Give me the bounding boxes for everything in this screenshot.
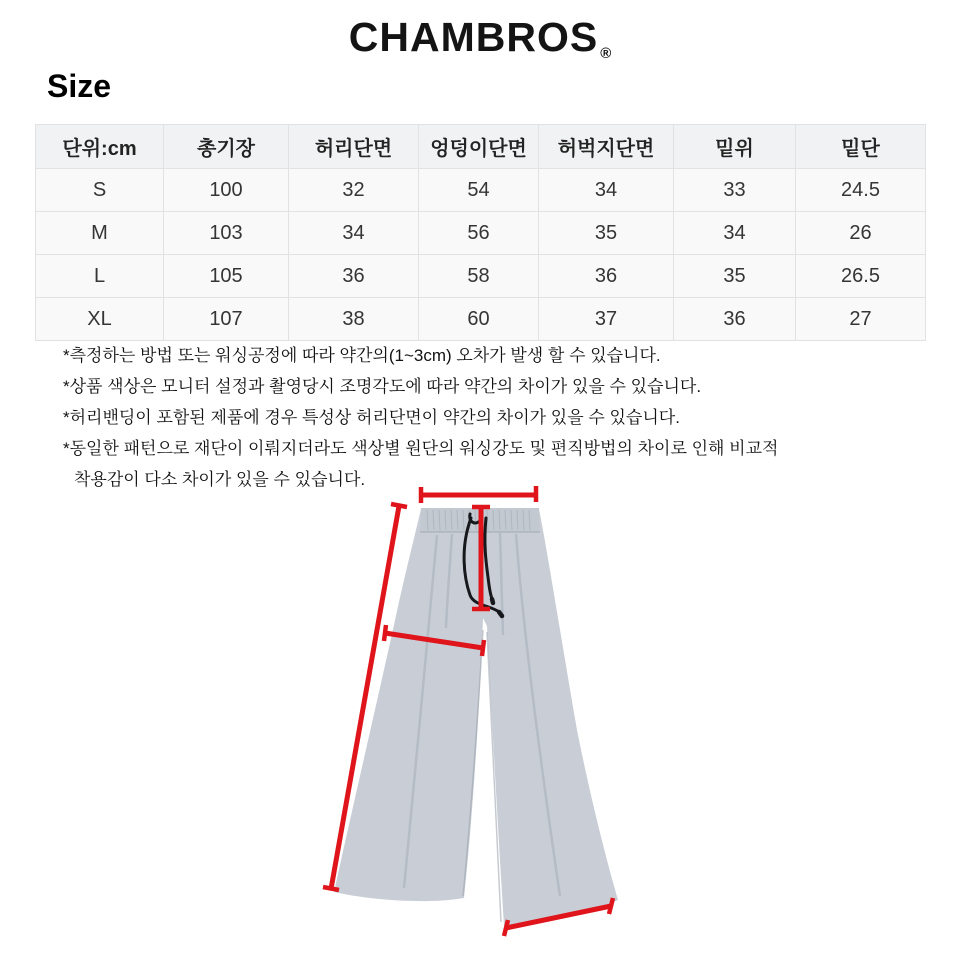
table-row — [36, 298, 926, 341]
measurement-cell: 24.5 — [796, 169, 926, 212]
measurement-cell: 36 — [289, 255, 419, 298]
measurement-cell: 107 — [164, 298, 289, 341]
measurement-cell: 56 — [419, 212, 539, 255]
measurement-cell: 36 — [674, 298, 796, 341]
footnote-line: *측정하는 방법 또는 워싱공정에 따라 약간의(1~3cm) 오차가 발생 할 수 있습니다. — [63, 346, 661, 365]
measurement-cell: 38 — [289, 298, 419, 341]
footnote-line: *동일한 패턴으로 재단이 이뤄지더라도 색상별 원단의 워싱강도 및 편직방법의 차이로 인해 비교적 — [63, 439, 779, 458]
measurement-cell: 26 — [796, 212, 926, 255]
drawstring-right-tip — [492, 599, 493, 603]
footnote-line: *허리밴딩이 포함된 제품에 경우 특성상 허리단면이 약간의 차이가 있을 수 있습니다. — [63, 408, 680, 427]
size-chart-table — [35, 124, 926, 341]
brand-logo — [0, 14, 960, 61]
measurement-cell: 34 — [539, 169, 674, 212]
pants-body — [334, 508, 618, 926]
footnote-line: 착용감이 다소 차이가 있을 수 있습니다. — [74, 470, 366, 489]
brand-logo-text: CHAMBROS — [348, 14, 599, 60]
column-header-cell: 엉덩이단면 — [419, 125, 539, 169]
measurement-cell: 33 — [674, 169, 796, 212]
measurement-cell: 32 — [289, 169, 419, 212]
footnotes — [63, 340, 843, 495]
column-header-cell: 총기장 — [164, 125, 289, 169]
pants-silhouette — [334, 509, 618, 926]
measurement-cell: 34 — [674, 212, 796, 255]
measurement-cell: 36 — [539, 255, 674, 298]
size-label-cell: L — [36, 255, 164, 298]
size-section-title: Size — [47, 68, 112, 104]
header-row — [36, 125, 926, 169]
measurement-cell: 105 — [164, 255, 289, 298]
measurement-cell: 27 — [796, 298, 926, 341]
column-header-cell: 밑위 — [674, 125, 796, 169]
measurement-cell: 35 — [539, 212, 674, 255]
measurement-cell: 60 — [419, 298, 539, 341]
table-row — [36, 169, 926, 212]
size-label-cell: XL — [36, 298, 164, 341]
measurement-cell: 54 — [419, 169, 539, 212]
registered-trademark-icon: ® — [600, 45, 612, 62]
table-row — [36, 212, 926, 255]
column-header-cell: 허리단면 — [289, 125, 419, 169]
footnote-line: *상품 색상은 모니터 설정과 촬영당시 조명각도에 따라 약간의 차이가 있을 수 있습니다. — [63, 377, 702, 396]
column-header-cell: 허벅지단면 — [539, 125, 674, 169]
column-header-cell: 밑단 — [796, 125, 926, 169]
measurement-cell: 100 — [164, 169, 289, 212]
measurement-cell: 26.5 — [796, 255, 926, 298]
size-label-cell: S — [36, 169, 164, 212]
measurement-cell: 37 — [539, 298, 674, 341]
size-table-body — [36, 169, 926, 341]
pants-measurement-diagram — [280, 478, 680, 958]
table-row — [36, 255, 926, 298]
measurement-cell: 103 — [164, 212, 289, 255]
size-table-header — [36, 125, 926, 169]
drawstring-left-tip — [499, 612, 502, 616]
measurement-cell: 35 — [674, 255, 796, 298]
measurement-cell: 58 — [419, 255, 539, 298]
waist-measure-line — [421, 486, 536, 503]
size-label-cell: M — [36, 212, 164, 255]
unit-header-cell: 단위:cm — [36, 125, 164, 169]
measurement-cell: 34 — [289, 212, 419, 255]
